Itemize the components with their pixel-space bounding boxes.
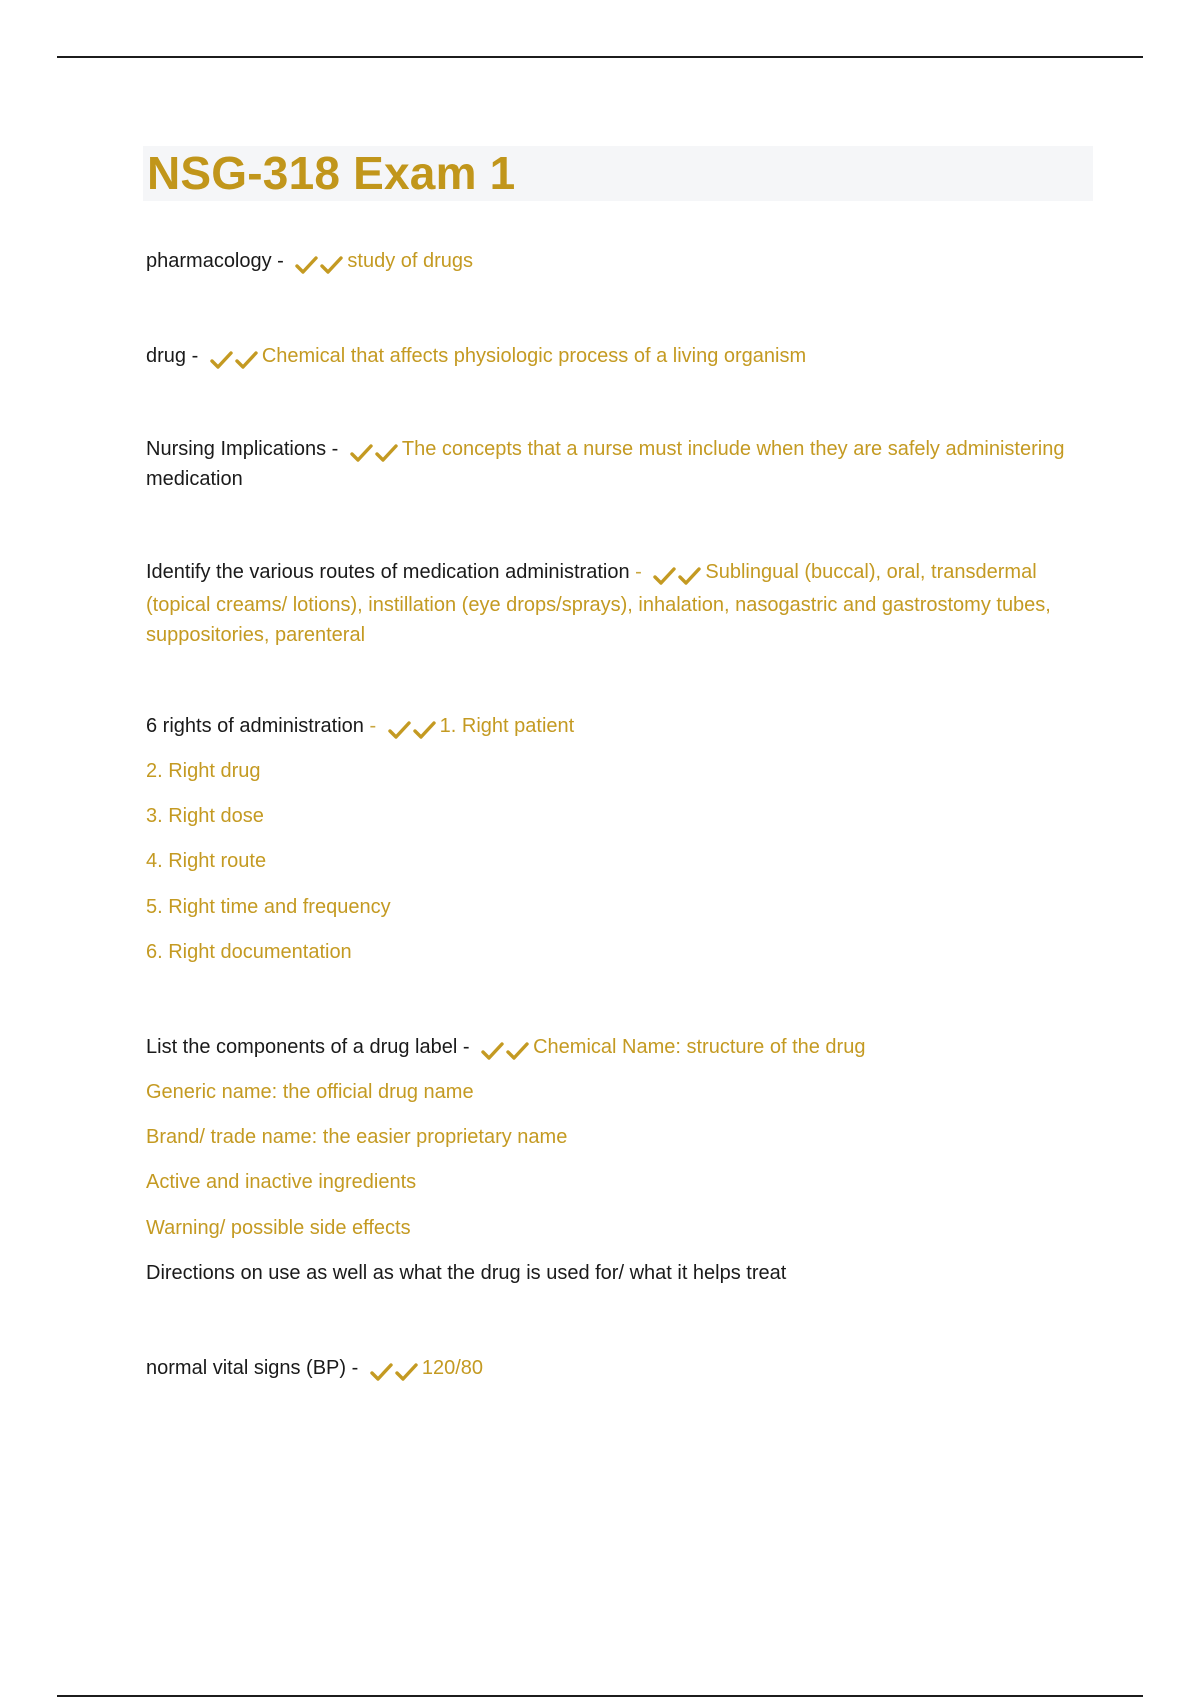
entry-separator: - bbox=[186, 345, 204, 367]
page-title: NSG-318 Exam 1 bbox=[147, 147, 516, 199]
list-item bbox=[146, 1077, 1086, 1107]
entry-term: pharmacology bbox=[146, 250, 272, 272]
entry-separator: - bbox=[363, 715, 382, 737]
entry-trailing bbox=[146, 1258, 1086, 1288]
list-item bbox=[146, 801, 1086, 831]
entry-drug-label bbox=[146, 1032, 1086, 1065]
bottom-rule bbox=[57, 1695, 1143, 1697]
entry-separator: - bbox=[457, 1036, 476, 1058]
list-item bbox=[146, 846, 1086, 876]
list-item-text: Generic name: the official drug name bbox=[146, 1081, 474, 1103]
entry-answer: Chemical Name: structure of the drug bbox=[533, 1036, 866, 1058]
entry-answer: 1. Right patient bbox=[439, 715, 575, 737]
list-item-text: 6. Right documentation bbox=[146, 941, 352, 963]
entry-continuation bbox=[146, 464, 1086, 494]
entry-six-rights bbox=[146, 711, 1086, 744]
entry-term: 6 rights of administration bbox=[146, 715, 364, 737]
double-check-icon bbox=[210, 344, 258, 374]
list-item bbox=[146, 937, 1086, 967]
entry-pharmacology bbox=[146, 246, 1086, 279]
list-item bbox=[146, 892, 1086, 922]
double-check-icon bbox=[481, 1035, 529, 1065]
list-item-text: 5. Right time and frequency bbox=[146, 896, 391, 918]
entry-answer: Chemical that affects physiologic process of a living organism bbox=[261, 345, 807, 367]
double-check-icon bbox=[350, 437, 398, 467]
double-check-icon bbox=[388, 714, 436, 744]
entry-term: Identify the various routes of medication administration bbox=[146, 561, 630, 583]
double-check-icon bbox=[370, 1356, 418, 1386]
entry-continuation-text: medication bbox=[146, 468, 243, 490]
list-item-text: 2. Right drug bbox=[146, 760, 261, 782]
entry-separator: - bbox=[346, 1357, 364, 1379]
list-item bbox=[146, 756, 1086, 786]
list-item bbox=[146, 1167, 1086, 1197]
double-check-icon bbox=[653, 560, 701, 590]
list-item-text: Active and inactive ingredients bbox=[146, 1171, 417, 1193]
entry-term: Nursing Implications bbox=[146, 438, 327, 460]
entry-nursing-implications bbox=[146, 434, 1086, 467]
entry-vital-signs bbox=[146, 1353, 1086, 1386]
entry-separator: - bbox=[271, 250, 290, 272]
list-item-text: Brand/ trade name: the easier proprietary name bbox=[146, 1126, 568, 1148]
entry-separator: - bbox=[326, 438, 344, 460]
entry-trailing-text: Directions on use as well as what the drug is used for/ what it helps treat bbox=[146, 1262, 787, 1284]
entry-answer: study of drugs bbox=[347, 250, 474, 272]
entry-term: normal vital signs (BP) bbox=[146, 1357, 347, 1379]
list-item-text: Warning/ possible side effects bbox=[146, 1217, 411, 1239]
entry-answer: The concepts that a nurse must include when they are safely administering bbox=[401, 438, 1065, 460]
entry-term: List the components of a drug label bbox=[146, 1036, 458, 1058]
list-item-text: 3. Right dose bbox=[146, 805, 264, 827]
entry-answer: Sublingual (buccal), oral, transdermal (topical creams/ lotions), instillation (eye drops/sprays), inhalation, nasogastric and gastrostomy tubes, suppositories, parenteral bbox=[146, 561, 1051, 646]
list-item bbox=[146, 1122, 1086, 1152]
entry-term: drug bbox=[146, 345, 187, 367]
list-item-text: 4. Right route bbox=[146, 850, 267, 872]
top-rule bbox=[57, 56, 1143, 58]
double-check-icon bbox=[295, 249, 343, 279]
entry-drug bbox=[146, 341, 1086, 374]
list-item bbox=[146, 1213, 1086, 1243]
entry-answer: 120/80 bbox=[421, 1357, 484, 1379]
entry-separator: - bbox=[629, 561, 648, 583]
entry-routes bbox=[146, 557, 1086, 650]
